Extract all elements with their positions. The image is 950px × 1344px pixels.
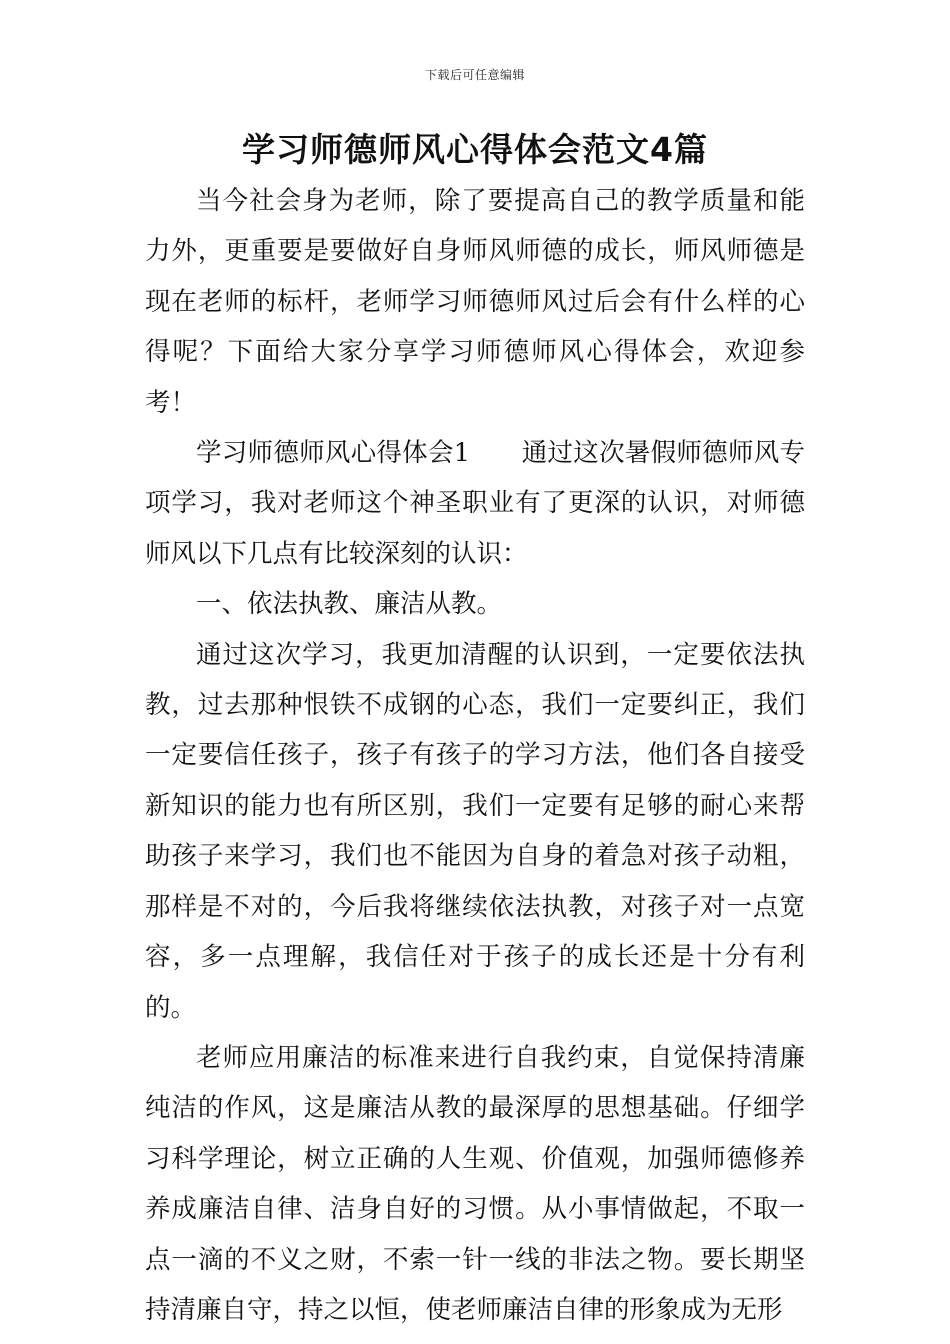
paragraph-article-1-intro: 学习师德师风心得体会1 通过这次暑假师德师风专项学习，我对老师这个神圣职业有了更深的认识，对师德师风以下几点有比较深刻的认识：: [145, 438, 805, 569]
header-note: 下载后可任意编辑: [424, 68, 525, 82]
paragraph-intro: 当今社会身为老师，除了要提高自己的教学质量和能力外，更重要是要做好自身师风师德的成长，师风师德是现在老师的标杆，老师学习师德师风过后会有什么样的心得呢？下面给大家分享学习师德师风心得体会，欢迎参考！: [145, 186, 805, 418]
document-body: [145, 176, 805, 1335]
paragraph-body-1: 通过这次学习，我更加清醒的认识到，一定要依法执教，过去那种恨铁不成钢的心态，我们一定要纠正，我们一定要信任孩子，孩子有孩子的学习方法，他们各自接受新知识的能力也有所区别，我们一定要有足够的耐心来帮助孩子来学习，我们也不能因为自身的着急对孩子动粗，那样是不对的，今后我将继续依法执教，对孩子对一点宽容，多一点理解，我信任对于孩子的成长还是十分有利的。: [145, 639, 805, 1023]
paragraph-body-2: 老师应用廉洁的标准来进行自我约束，自觉保持清廉纯洁的作风，这是廉洁从教的最深厚的思想基础。仔细学习科学理论，树立正确的人生观、价值观，加强师德修养养成廉洁自律、洁身自好的习惯。从小事情做起，不取一点一滴的不义之财，不索一针一线的非法之物。要长期坚持清廉自守，持之以恒，使老师廉洁自律的形象成为无形: [145, 1042, 805, 1325]
paragraph-section-heading-1: 一、依法执教、廉洁从教。: [196, 589, 503, 620]
document-title: 学习师德师风心得体会范文4篇: [242, 130, 708, 169]
